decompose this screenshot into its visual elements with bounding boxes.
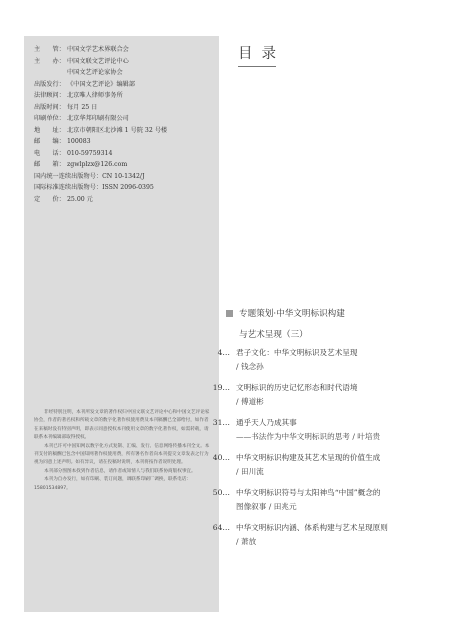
- copyright-notice: [34, 409, 212, 493]
- entry-gap: [196, 513, 446, 520]
- toc-page-number: 19…: [212, 382, 230, 392]
- masthead-info: [34, 44, 214, 205]
- toc-entry-row: [196, 520, 446, 534]
- toc-entry-row: [196, 485, 446, 499]
- masthead-value: 《中国文艺评论》编辑部: [67, 80, 136, 88]
- toc-entry-author: / 萧放: [236, 536, 257, 546]
- entry-gap: [196, 373, 446, 380]
- masthead-key: 邮 编：: [34, 138, 65, 145]
- masthead-value: 中国文艺评论家协会: [67, 69, 123, 76]
- masthead-row: [34, 159, 214, 171]
- notice-paragraph: 本刊为自办发行，如有印刷、装订问题，调联系印刷厂调换，联系电话：15801534897。: [34, 477, 192, 491]
- masthead-row: [34, 171, 214, 183]
- masthead-row: [34, 102, 214, 114]
- masthead-key: 国际标准连续出版物号：: [34, 184, 103, 191]
- masthead-key: 印刷单位：: [34, 115, 65, 122]
- toc-entry-title: 中华文明标识构建及其艺术呈现的价值生成: [236, 452, 381, 462]
- toc-page-number: 40…: [212, 452, 230, 462]
- masthead-panel: [24, 36, 219, 612]
- masthead-key: 主 管：: [34, 46, 65, 53]
- toc-entry-title: 通乎天人乃成其事: [236, 417, 297, 427]
- entry-gap: [196, 478, 446, 485]
- toc-entry-title: 中华文明标识内涵、体系构建与艺术呈现原则: [236, 522, 388, 532]
- masthead-row: [34, 67, 214, 79]
- toc-title: 目录: [238, 46, 285, 62]
- section-heading-line1: 专题策划·中华文明标识构建: [239, 309, 345, 319]
- masthead-row: [34, 194, 214, 206]
- title-rule: [238, 66, 276, 67]
- masthead-value: 北京唯人律师事务所: [67, 92, 123, 99]
- masthead-row: [34, 182, 214, 194]
- masthead-row: [34, 79, 214, 91]
- toc-entry[interactable]: [196, 520, 446, 555]
- toc-page-number: 31…: [212, 417, 230, 427]
- masthead-row: [34, 148, 214, 160]
- masthead-value: 25.00 元: [67, 195, 93, 203]
- masthead-value: CN 10-1342/J: [102, 172, 145, 180]
- toc-entry-author: / 钱念孙: [236, 361, 264, 371]
- masthead-value: zgwlplzx@126.com: [67, 161, 128, 168]
- toc-entry[interactable]: [196, 450, 446, 485]
- masthead-key: 主 办：: [34, 57, 65, 65]
- square-bullet-icon: [226, 310, 233, 317]
- masthead-key: 电 话：: [34, 149, 65, 157]
- masthead-value: 北京华邦印刷有限公司: [67, 115, 129, 122]
- section-heading: [226, 306, 436, 342]
- toc-entries: [196, 345, 446, 555]
- toc-entry-title: 中华文明标识符号与太阳神鸟“中国”概念的: [236, 487, 381, 497]
- toc-page-number: 64…: [212, 522, 230, 532]
- toc-entry-title: 文明标识的历史记忆形态和时代语境: [236, 382, 358, 392]
- notice-paragraph: 非经特别注明，本刊所发文章的著作权归中国文联文艺评论中心和中国文艺评论家协会，作者的著名权和所载文章的数字化著作权使用费及本刊稿酬已全部给付，如作者在来稿时没有特别声明，即表示同意授权本刊使用文章的数字化著作权，如需转载，请联系本刊编辑部取得授权。: [34, 410, 210, 441]
- masthead-row: [34, 125, 214, 137]
- masthead-value: 北京市朝阳区北沙滩 1 号院 32 号楼: [67, 126, 168, 134]
- toc-entry-author: 图像叙事 / 田兆元: [236, 501, 297, 511]
- notice-paragraph: 本刊已许可中国知网以数字化方式复制、汇编、发行、信息网络传播本刊全文。本刊支付的稿酬已包含中国知网著作权使用费，所有署名作者向本刊提交文章发表之行为视为同意上述声明。如有异议，请在投稿时说明，本刊将按作者说明处理。: [34, 443, 210, 466]
- toc-entry-author: / 田川流: [236, 466, 264, 476]
- entry-gap: [196, 408, 446, 415]
- toc-entry-author: ——书法作为中华文明标识的思考 / 叶培贵: [236, 431, 381, 441]
- masthead-key: 邮 箱：: [34, 161, 65, 168]
- toc-entry-row: [196, 345, 446, 359]
- masthead-value: 中国文学艺术界联合会: [67, 46, 129, 53]
- toc-entry[interactable]: [196, 415, 446, 450]
- masthead-row: [34, 56, 214, 68]
- masthead-row: [34, 113, 214, 125]
- toc-entry-row: [196, 415, 446, 429]
- toc-page-number: 50…: [212, 487, 230, 497]
- masthead-key: 法律顾问：: [34, 92, 65, 99]
- entry-gap: [196, 548, 446, 555]
- masthead-row: [34, 90, 214, 102]
- toc-entry-author: / 傅道彬: [236, 396, 264, 406]
- masthead-value: ISSN 2096-0395: [102, 184, 154, 191]
- toc-entry[interactable]: [196, 345, 446, 380]
- toc-entry-row: [196, 450, 446, 464]
- toc-entry[interactable]: [196, 485, 446, 520]
- masthead-row: [34, 136, 214, 148]
- masthead-value: 中国文联文艺评论中心: [67, 57, 129, 65]
- toc-entry-title: 君子文化：中华文明标识及艺术呈现: [236, 347, 358, 357]
- masthead-key: 国内统一连续出版物号：: [34, 172, 103, 180]
- masthead-row: [34, 44, 214, 56]
- masthead-key: 出版发行：: [34, 80, 65, 88]
- masthead-key: 定 价：: [34, 195, 65, 203]
- toc-entry-row: [196, 380, 446, 394]
- masthead-value: 010-59759314: [67, 149, 113, 157]
- toc-page-number: 4…: [217, 347, 230, 357]
- notice-paragraph: 本刊部分图图本找到作者信息，请作者或知情人与我们联系协商版权事宜。: [44, 468, 196, 474]
- entry-gap: [196, 443, 446, 450]
- masthead-key: 出版时间：: [34, 103, 65, 111]
- section-heading-line2: 与艺术呈现（三）: [239, 330, 308, 340]
- masthead-value: 每月 25 日: [67, 103, 98, 111]
- masthead-value: 100083: [67, 138, 91, 145]
- masthead-key: 地 址：: [34, 126, 65, 134]
- toc-entry[interactable]: [196, 380, 446, 415]
